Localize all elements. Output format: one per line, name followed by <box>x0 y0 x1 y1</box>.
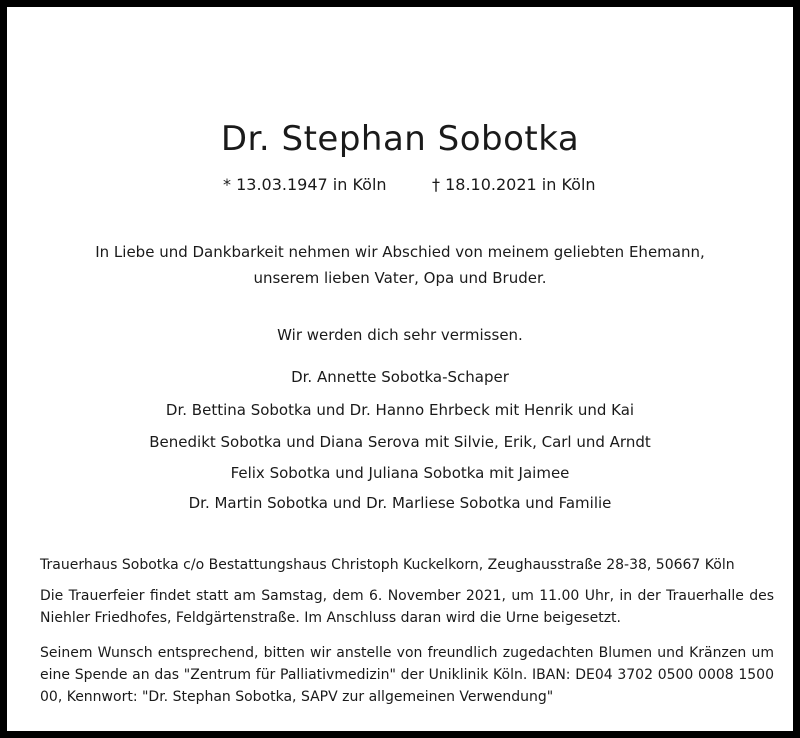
ceremony-info: Die Trauerfeier findet statt am Samstag, dem 6. November 2021, um 11.00 Uhr, in der Trauerhalle des Niehler Friedhofes, Feldgärtenstraße. Im Anschluss daran wird die Urne beigesetzt. <box>40 588 774 626</box>
family-member: Dr. Martin Sobotka und Dr. Marliese Sobotka und Familie <box>188 494 612 512</box>
farewell-line: unserem lieben Vater, Opa und Bruder. <box>253 269 547 287</box>
farewell-line: In Liebe und Dankbarkeit nehmen wir Abschied von meinem geliebten Ehemann, <box>95 243 705 261</box>
donation-request: Seinem Wunsch entsprechend, bitten wir anstelle von freundlich zugedachten Blumen und Kränzen um eine Spende an das "Zentrum für Palliativmedizin" der Uniklinik Köln. IBAN: DE04 3702 0500 0008 1500 00, Kennwort: "Dr. Stephan Sobotka, SAPV zur allgemeinen Verwendung" <box>40 645 774 705</box>
family-member: Felix Sobotka und Juliana Sobotka mit Jaimee <box>230 464 570 482</box>
family-member: Dr. Annette Sobotka-Schaper <box>291 368 509 386</box>
deceased-name: Dr. Stephan Sobotka <box>220 119 580 159</box>
birth-date: * 13.03.1947 in Köln <box>223 175 387 194</box>
death-date: † 18.10.2021 in Köln <box>432 175 596 194</box>
mourning-address: Trauerhaus Sobotka c/o Bestattungshaus Christoph Kuckelkorn, Zeughausstraße 28-38, 50667 Köln <box>40 557 735 573</box>
family-member: Benedikt Sobotka und Diana Serova mit Silvie, Erik, Carl und Arndt <box>149 433 651 451</box>
farewell-text <box>7 239 793 291</box>
closing-line: Wir werden dich sehr vermissen. <box>277 326 523 344</box>
family-member: Dr. Bettina Sobotka und Dr. Hanno Ehrbeck mit Henrik und Kai <box>165 401 635 419</box>
